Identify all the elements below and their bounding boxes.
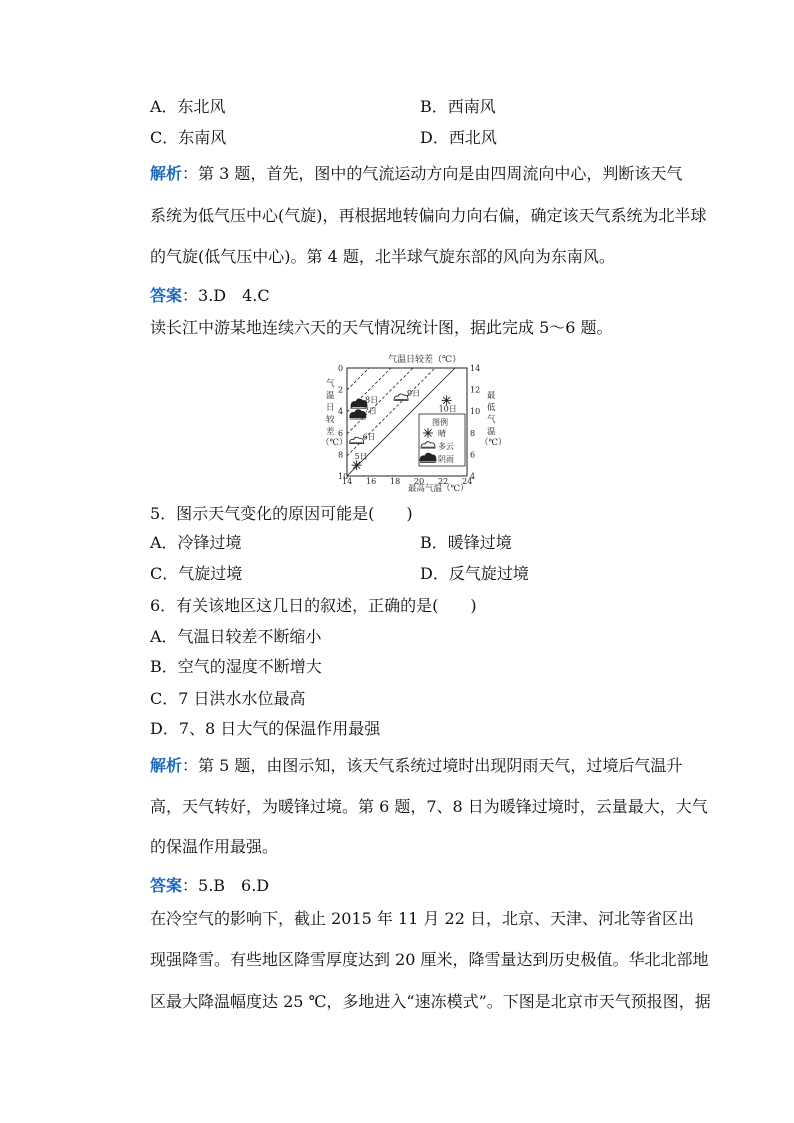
data-label: 8日 <box>365 395 379 405</box>
data-point <box>352 452 368 470</box>
q5-option-d: D．反气旋过境 <box>420 564 529 583</box>
analysis-label: 解析 <box>150 756 183 775</box>
data-label: 6日 <box>362 432 376 442</box>
svg-text:气: 气 <box>326 379 335 389</box>
left-tick-label: 8 <box>338 450 344 460</box>
q5-stem: 5．图示天气变化的原因可能是( ) <box>150 504 413 523</box>
analysis-2-line-3: 的保温作用最强。 <box>150 837 279 856</box>
cloudy-symbol <box>394 394 408 400</box>
analysis-label: 解析 <box>150 164 183 183</box>
svg-text:较: 较 <box>326 415 335 425</box>
sunny-symbol <box>352 460 362 470</box>
x-axis-label: 最高气温（℃） <box>408 484 469 494</box>
x-tick-label: 24 <box>462 477 473 486</box>
svg-text:差: 差 <box>326 427 335 437</box>
chart-legend <box>419 414 465 466</box>
q4-option-c: C．东南风 <box>150 128 227 147</box>
analysis-2-line-1: 解析：第 5 题，由图示知，该天气系统过境时出现阴雨天气，过境后气温升 <box>150 756 683 775</box>
sunny-symbol <box>423 428 433 438</box>
answer-label: 答案 <box>150 286 183 305</box>
right-tick-label: 4 <box>470 472 476 481</box>
legend-item-label: 晴 <box>438 429 446 438</box>
x-tick-label: 16 <box>366 477 377 486</box>
answer-2: 答案：5.B 6.D <box>150 876 270 895</box>
right-tick-label: 14 <box>470 364 481 373</box>
analysis-2-line-2: 高，天气转好，为暖锋过境。第 6 题，7、8 日为暖锋过境时，云量最大，大气 <box>150 797 708 816</box>
right-tick-labels <box>470 364 480 481</box>
analysis-1-line-1: 解析：第 3 题，首先，图中的气流运动方向是由四周流向中心，判断该天气 <box>150 164 683 183</box>
svg-text:温: 温 <box>487 427 496 437</box>
passage-line-2: 现强降雪。有些地区降雪厚度达到 20 厘米，降雪量达到历史极值。华北北部地 <box>150 950 709 969</box>
svg-text:（℃）: （℃） <box>480 438 507 448</box>
left-tick-label: 0 <box>338 364 344 373</box>
q6-option-b: B．空气的湿度不断增大 <box>150 657 322 676</box>
cloudy-symbol <box>350 437 364 443</box>
right-tick-label: 10 <box>470 407 481 417</box>
q5-option-b: B．暖锋过境 <box>420 533 512 552</box>
data-label: 7日 <box>363 406 377 416</box>
x-tick-label: 22 <box>438 477 449 486</box>
x-tick-label: 20 <box>414 477 425 486</box>
legend-item-label: 多云 <box>438 442 454 451</box>
q4-option-b: B．西南风 <box>420 97 496 116</box>
left-tick-label: 4 <box>338 407 344 417</box>
analysis-1-line-2: 系统为低气压中心(气旋)，再根据地转偏向力向右偏，确定该天气系统为北半球 <box>150 206 707 225</box>
x-tick-label: 14 <box>342 477 353 486</box>
analysis-1-line-3: 的气旋(低气压中心)。第 4 题，北半球气旋东部的风向为东南风。 <box>150 247 615 266</box>
left-axis-label <box>321 378 348 448</box>
q6-option-a: A．气温日较差不断缩小 <box>150 627 322 646</box>
svg-text:最: 最 <box>487 391 496 401</box>
data-point <box>350 432 376 443</box>
passage-line-1: 在冷空气的影响下，截止 2015 年 11 月 22 日，北京、天津、河北等省区出 <box>150 909 694 928</box>
svg-text:（℃）: （℃） <box>321 438 348 448</box>
question-intro-5-6: 读长江中游某地连续六天的天气情况统计图，据此完成 5～6 题。 <box>150 318 613 337</box>
right-axis-label <box>480 391 507 448</box>
weather-statistics-chart <box>316 350 507 496</box>
right-tick-label: 12 <box>470 385 481 395</box>
q6-option-d: D．7、8 日大气的保温作用最强 <box>150 719 381 738</box>
right-tick-label: 8 <box>470 428 476 438</box>
left-tick-label: 10 <box>338 472 349 481</box>
x-tick-label: 18 <box>390 477 401 486</box>
data-label: 9日 <box>407 389 421 399</box>
q6-stem: 6．有关该地区这几日的叙述，正确的是( ) <box>150 596 477 615</box>
answer-label: 答案 <box>150 876 183 895</box>
q5-option-c: C．气旋过境 <box>150 564 243 583</box>
chart-title: 气温日较差（℃） <box>388 355 462 365</box>
legend-title: 图例 <box>432 418 448 427</box>
data-point <box>394 389 420 400</box>
svg-text:气: 气 <box>487 415 496 425</box>
q4-option-d: D．西北风 <box>420 128 497 147</box>
legend-item-label: 阴雨 <box>438 455 454 464</box>
right-tick-label: 6 <box>470 450 476 460</box>
data-label: 10日 <box>438 404 457 414</box>
svg-text:低: 低 <box>487 403 496 413</box>
left-tick-label: 2 <box>338 385 344 395</box>
q6-option-c: C．7 日洪水水位最高 <box>150 689 306 708</box>
svg-text:日: 日 <box>326 403 335 413</box>
answer-1: 答案：3.D 4.C <box>150 286 270 305</box>
data-label: 5日 <box>354 452 368 462</box>
data-point <box>439 395 457 413</box>
passage-line-3: 区最大降温幅度达 25 ℃，多地进入“速冻模式”。下图是北京市天气预报图，据 <box>150 992 711 1011</box>
left-tick-label: 6 <box>338 428 344 438</box>
svg-text:温: 温 <box>326 391 335 401</box>
q5-option-a: A．冷锋过境 <box>150 533 242 552</box>
q4-option-a: A．东北风 <box>150 97 226 116</box>
